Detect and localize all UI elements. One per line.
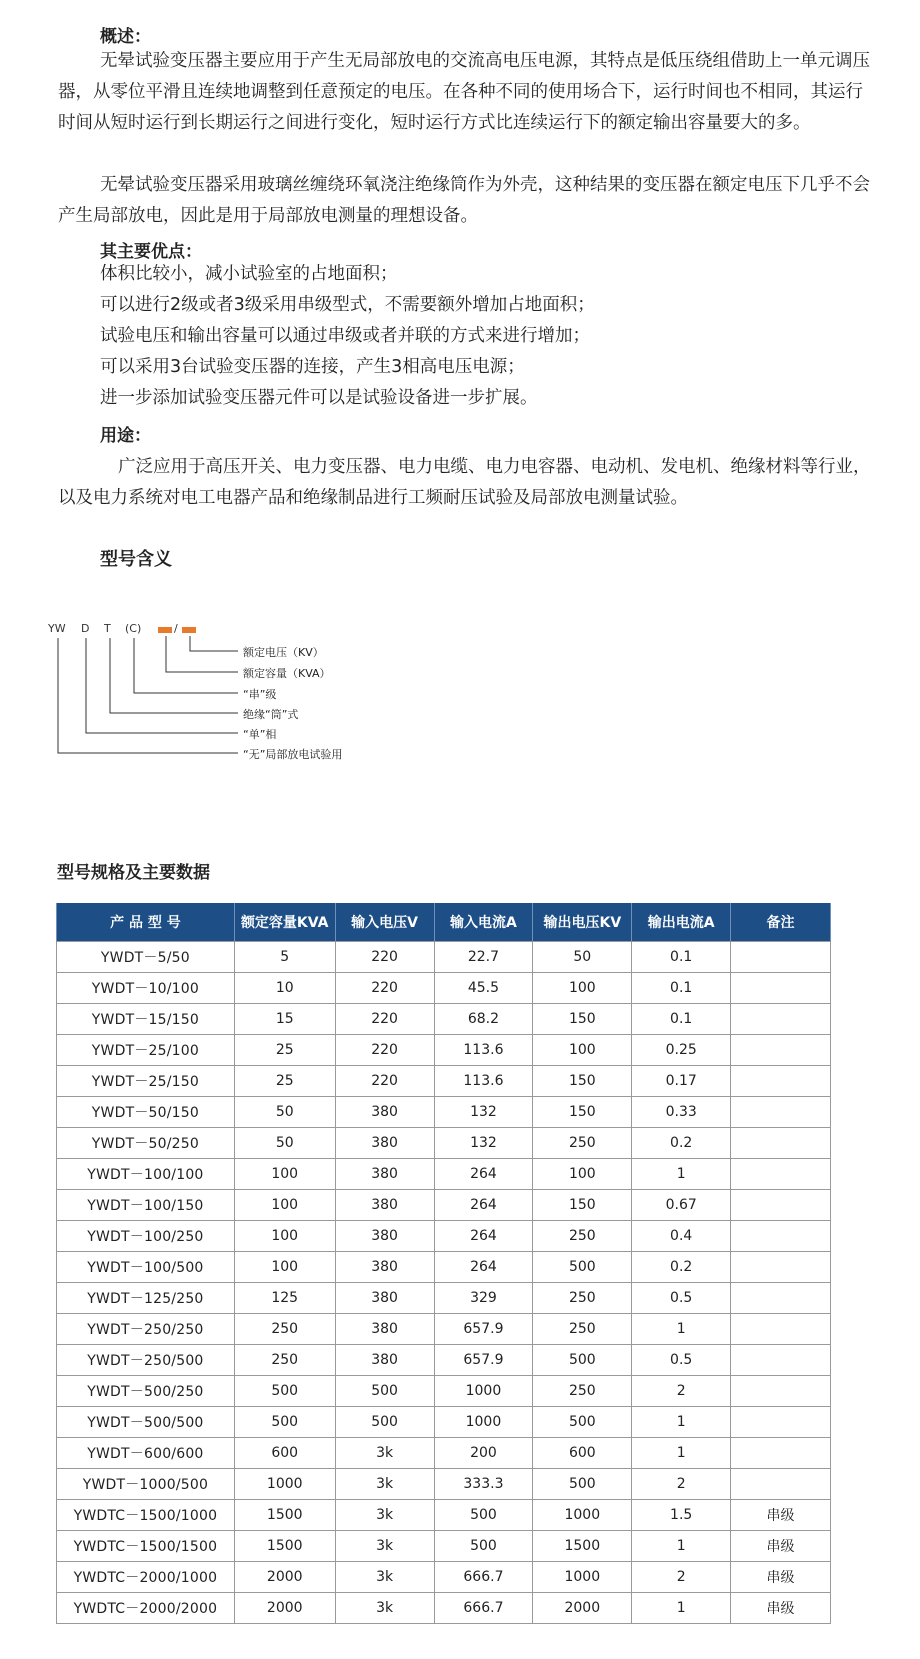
- cell-input-current: 22.7: [434, 942, 533, 973]
- cell-input-voltage: 220: [335, 973, 434, 1004]
- cell-capacity: 10: [234, 973, 335, 1004]
- cell-input-voltage: 220: [335, 1004, 434, 1035]
- cell-input-current: 264: [434, 1252, 533, 1283]
- cell-remarks: [731, 942, 831, 973]
- cell-output-current: 1: [632, 1407, 731, 1438]
- col-header-input-current: 输入电流A: [434, 903, 533, 942]
- cell-output-current: 0.4: [632, 1221, 731, 1252]
- cell-remarks: [731, 1438, 831, 1469]
- cell-capacity: 250: [234, 1314, 335, 1345]
- cell-remarks: 串级: [731, 1562, 831, 1593]
- cell-output-current: 0.5: [632, 1345, 731, 1376]
- cell-model: YWDT－1000/500: [57, 1469, 235, 1500]
- cell-output-current: 0.2: [632, 1128, 731, 1159]
- code-slash: /: [174, 622, 178, 635]
- cell-capacity: 1500: [234, 1500, 335, 1531]
- advantages-heading: 其主要优点：: [100, 242, 202, 262]
- cell-model: YWDT－100/500: [57, 1252, 235, 1283]
- cell-output-voltage: 500: [533, 1345, 632, 1376]
- cell-input-current: 113.6: [434, 1066, 533, 1097]
- cell-capacity: 2000: [234, 1562, 335, 1593]
- cell-input-current: 666.7: [434, 1593, 533, 1624]
- col-header-capacity: 额定容量KVA: [234, 903, 335, 942]
- advantage-item: 进一步添加试验变压器元件可以是试验设备进一步扩展。: [100, 388, 538, 408]
- label-rated-capacity: 额定容量（KVA）: [243, 667, 331, 680]
- cell-output-current: 0.1: [632, 1004, 731, 1035]
- table-row: [57, 1190, 831, 1221]
- overview-paragraph-1: [58, 46, 878, 139]
- table-row: [57, 1469, 831, 1500]
- code-t: T: [104, 622, 111, 635]
- cell-output-voltage: 1500: [533, 1531, 632, 1562]
- cell-model: YWDT－50/250: [57, 1128, 235, 1159]
- col-header-remarks: 备注: [731, 903, 831, 942]
- cell-output-voltage: 50: [533, 942, 632, 973]
- cell-capacity: 5: [234, 942, 335, 973]
- cell-input-voltage: 380: [335, 1190, 434, 1221]
- cell-output-voltage: 500: [533, 1407, 632, 1438]
- advantage-item: 试验电压和输出容量可以通过串级或者并联的方式来进行增加；: [100, 326, 590, 346]
- cell-capacity: 500: [234, 1376, 335, 1407]
- cell-output-voltage: 150: [533, 1066, 632, 1097]
- cell-model: YWDT－100/250: [57, 1221, 235, 1252]
- cell-input-voltage: 220: [335, 1066, 434, 1097]
- cell-input-voltage: 380: [335, 1314, 434, 1345]
- usage-paragraph: [58, 452, 878, 514]
- cell-capacity: 25: [234, 1035, 335, 1066]
- cell-model: YWDT－25/150: [57, 1066, 235, 1097]
- cell-output-voltage: 500: [533, 1469, 632, 1500]
- code-yw: YW: [48, 622, 66, 635]
- overview-paragraph-2: [58, 170, 878, 232]
- label-partial-discharge-free: “无”局部放电试验用: [243, 748, 343, 761]
- table-row: [57, 1562, 831, 1593]
- table-row: [57, 1593, 831, 1624]
- cell-input-voltage: 3k: [335, 1593, 434, 1624]
- cell-remarks: [731, 1190, 831, 1221]
- table-row: [57, 1035, 831, 1066]
- cell-capacity: 1000: [234, 1469, 335, 1500]
- table-row: [57, 1066, 831, 1097]
- table-row: [57, 942, 831, 973]
- cell-remarks: [731, 1283, 831, 1314]
- cell-input-voltage: 500: [335, 1407, 434, 1438]
- cell-remarks: [731, 1159, 831, 1190]
- cell-input-current: 500: [434, 1531, 533, 1562]
- label-insulation-tube: 绝缘“筒”式: [243, 708, 299, 721]
- cell-capacity: 125: [234, 1283, 335, 1314]
- cell-remarks: [731, 1345, 831, 1376]
- spec-table: [56, 903, 831, 1624]
- cell-model: YWDT－10/100: [57, 973, 235, 1004]
- cell-capacity: 250: [234, 1345, 335, 1376]
- usage-paragraph-text: 广泛应用于高压开关、电力变压器、电力电缆、电力电容器、电动机、发电机、绝缘材料等行业，以及电力系统对电工电器产品和绝缘制品进行工频耐压试验及局部放电测量试验。: [58, 457, 871, 508]
- cell-output-voltage: 100: [533, 973, 632, 1004]
- advantage-item: 可以进行2级或者3级采用串级型式，不需要额外增加占地面积；: [100, 295, 595, 315]
- cell-model: YWDT－100/150: [57, 1190, 235, 1221]
- cell-output-voltage: 1000: [533, 1562, 632, 1593]
- cell-input-current: 200: [434, 1438, 533, 1469]
- cell-output-current: 1: [632, 1159, 731, 1190]
- cell-input-voltage: 380: [335, 1159, 434, 1190]
- cell-remarks: [731, 1035, 831, 1066]
- cell-input-voltage: 3k: [335, 1562, 434, 1593]
- cell-model: YWDT－5/50: [57, 942, 235, 973]
- cell-model: YWDT－125/250: [57, 1283, 235, 1314]
- cell-input-current: 113.6: [434, 1035, 533, 1066]
- cell-remarks: [731, 1314, 831, 1345]
- cell-output-voltage: 600: [533, 1438, 632, 1469]
- cell-model: YWDTC－1500/1000: [57, 1500, 235, 1531]
- cell-capacity: 500: [234, 1407, 335, 1438]
- cell-output-voltage: 250: [533, 1283, 632, 1314]
- table-row: [57, 1283, 831, 1314]
- cell-remarks: [731, 973, 831, 1004]
- cell-output-voltage: 250: [533, 1221, 632, 1252]
- cell-model: YWDT－25/100: [57, 1035, 235, 1066]
- label-single-phase: “单”相: [243, 728, 277, 741]
- cell-capacity: 25: [234, 1066, 335, 1097]
- cell-capacity: 2000: [234, 1593, 335, 1624]
- table-row: [57, 1314, 831, 1345]
- advantage-item: 体积比较小，减小试验室的占地面积；: [100, 264, 398, 284]
- table-row: [57, 1531, 831, 1562]
- cell-capacity: 100: [234, 1221, 335, 1252]
- cell-output-current: 1: [632, 1438, 731, 1469]
- cell-input-current: 264: [434, 1221, 533, 1252]
- cell-model: YWDT－250/500: [57, 1345, 235, 1376]
- cell-model: YWDT－500/500: [57, 1407, 235, 1438]
- table-row: [57, 973, 831, 1004]
- cell-model: YWDT－250/250: [57, 1314, 235, 1345]
- cell-output-voltage: 2000: [533, 1593, 632, 1624]
- table-row: [57, 1252, 831, 1283]
- cell-model: YWDT－100/100: [57, 1159, 235, 1190]
- advantages-list: [100, 259, 595, 414]
- col-header-output-voltage: 输出电压KV: [533, 903, 632, 942]
- cell-input-voltage: 220: [335, 1035, 434, 1066]
- cell-output-current: 0.33: [632, 1097, 731, 1128]
- cell-input-voltage: 380: [335, 1252, 434, 1283]
- table-row: [57, 1221, 831, 1252]
- cell-output-current: 1: [632, 1531, 731, 1562]
- cell-output-current: 0.2: [632, 1252, 731, 1283]
- cell-remarks: [731, 1097, 831, 1128]
- cell-input-voltage: 3k: [335, 1531, 434, 1562]
- table-row: [57, 1438, 831, 1469]
- spec-table-body: [57, 942, 831, 1624]
- cell-input-voltage: 220: [335, 942, 434, 973]
- cell-input-current: 657.9: [434, 1314, 533, 1345]
- cell-remarks: 串级: [731, 1500, 831, 1531]
- cell-input-current: 333.3: [434, 1469, 533, 1500]
- cell-remarks: [731, 1066, 831, 1097]
- model-connector-lines: [0, 622, 460, 802]
- cell-input-current: 1000: [434, 1376, 533, 1407]
- cell-capacity: 1500: [234, 1531, 335, 1562]
- cell-remarks: [731, 1407, 831, 1438]
- cell-remarks: [731, 1469, 831, 1500]
- model-code-diagram: [0, 622, 460, 802]
- cell-input-current: 500: [434, 1500, 533, 1531]
- cell-capacity: 100: [234, 1159, 335, 1190]
- cell-capacity: 100: [234, 1252, 335, 1283]
- cell-input-current: 45.5: [434, 973, 533, 1004]
- cell-remarks: [731, 1252, 831, 1283]
- table-row: [57, 1097, 831, 1128]
- spec-table-title: 型号规格及主要数据: [57, 863, 210, 883]
- cell-input-current: 264: [434, 1159, 533, 1190]
- table-row: [57, 1345, 831, 1376]
- cell-remarks: 串级: [731, 1593, 831, 1624]
- label-rated-voltage: 额定电压（KV）: [243, 646, 324, 659]
- cell-remarks: [731, 1376, 831, 1407]
- table-row: [57, 1159, 831, 1190]
- cell-model: YWDTC－2000/2000: [57, 1593, 235, 1624]
- cell-model: YWDT－600/600: [57, 1438, 235, 1469]
- cell-output-current: 2: [632, 1376, 731, 1407]
- cell-output-voltage: 150: [533, 1190, 632, 1221]
- cell-output-voltage: 250: [533, 1314, 632, 1345]
- cell-input-current: 666.7: [434, 1562, 533, 1593]
- cell-capacity: 50: [234, 1128, 335, 1159]
- cell-input-voltage: 380: [335, 1097, 434, 1128]
- spec-table-header: [57, 903, 831, 942]
- cell-remarks: 串级: [731, 1531, 831, 1562]
- cell-capacity: 15: [234, 1004, 335, 1035]
- overview-paragraph-2-text: 无晕试验变压器采用玻璃丝缠绕环氧浇注绝缘筒作为外壳，这种结果的变压器在额定电压下几乎不会产生局部放电，因此是用于局部放电测量的理想设备。: [58, 175, 870, 226]
- table-row: [57, 1004, 831, 1035]
- cell-output-current: 0.5: [632, 1283, 731, 1314]
- label-cascade: “串”级: [243, 688, 277, 701]
- cell-capacity: 100: [234, 1190, 335, 1221]
- cell-capacity: 50: [234, 1097, 335, 1128]
- col-header-model: 产 品 型 号: [57, 903, 235, 942]
- col-header-output-current: 输出电流A: [632, 903, 731, 942]
- cell-remarks: [731, 1221, 831, 1252]
- cell-input-current: 657.9: [434, 1345, 533, 1376]
- cell-model: YWDTC－2000/1000: [57, 1562, 235, 1593]
- overview-heading: 概述：: [100, 27, 151, 47]
- cell-input-voltage: 3k: [335, 1438, 434, 1469]
- cell-output-current: 0.1: [632, 942, 731, 973]
- cell-input-current: 264: [434, 1190, 533, 1221]
- cell-remarks: [731, 1004, 831, 1035]
- cell-input-voltage: 380: [335, 1283, 434, 1314]
- advantage-item: 可以采用3台试验变压器的连接，产生3相高电压电源；: [100, 357, 525, 377]
- cell-output-voltage: 500: [533, 1252, 632, 1283]
- table-row: [57, 1376, 831, 1407]
- cell-model: YWDT－15/150: [57, 1004, 235, 1035]
- overview-paragraph-1-text: 无晕试验变压器主要应用于产生无局部放电的交流高电压电源，其特点是低压绕组借助上一单元调压器，从零位平滑且连续地调整到任意预定的电压。在各种不同的使用场合下，运行时间也不相同，其运行时间从短时运行到长期运行之间进行变化，短时运行方式比连续运行下的额定输出容量要大的多。: [58, 51, 870, 133]
- cell-output-voltage: 100: [533, 1035, 632, 1066]
- cell-model: YWDT－500/250: [57, 1376, 235, 1407]
- cell-output-current: 0.1: [632, 973, 731, 1004]
- cell-input-current: 132: [434, 1128, 533, 1159]
- cell-input-voltage: 380: [335, 1128, 434, 1159]
- cell-input-voltage: 3k: [335, 1500, 434, 1531]
- cell-input-current: 132: [434, 1097, 533, 1128]
- cell-output-voltage: 150: [533, 1097, 632, 1128]
- cell-output-voltage: 150: [533, 1004, 632, 1035]
- cell-output-voltage: 250: [533, 1128, 632, 1159]
- table-row: [57, 1128, 831, 1159]
- cell-output-current: 0.67: [632, 1190, 731, 1221]
- cell-output-voltage: 250: [533, 1376, 632, 1407]
- cell-input-current: 68.2: [434, 1004, 533, 1035]
- cell-output-current: 2: [632, 1469, 731, 1500]
- model-meaning-heading: 型号含义: [100, 549, 172, 570]
- cell-output-voltage: 1000: [533, 1500, 632, 1531]
- cell-output-current: 2: [632, 1562, 731, 1593]
- table-row: [57, 1500, 831, 1531]
- cell-output-current: 1: [632, 1593, 731, 1624]
- code-d: D: [81, 622, 90, 635]
- cell-model: YWDT－50/150: [57, 1097, 235, 1128]
- code-c: (C): [125, 622, 142, 635]
- cell-output-current: 0.17: [632, 1066, 731, 1097]
- cell-output-current: 1: [632, 1314, 731, 1345]
- cell-output-current: 0.25: [632, 1035, 731, 1066]
- cell-model: YWDTC－1500/1500: [57, 1531, 235, 1562]
- usage-heading: 用途：: [100, 426, 151, 446]
- cell-input-voltage: 380: [335, 1345, 434, 1376]
- col-header-input-voltage: 输入电压V: [335, 903, 434, 942]
- table-row: [57, 1407, 831, 1438]
- cell-output-voltage: 100: [533, 1159, 632, 1190]
- cell-input-voltage: 380: [335, 1221, 434, 1252]
- cell-capacity: 600: [234, 1438, 335, 1469]
- cell-input-voltage: 500: [335, 1376, 434, 1407]
- cell-input-current: 1000: [434, 1407, 533, 1438]
- cell-input-voltage: 3k: [335, 1469, 434, 1500]
- cell-output-current: 1.5: [632, 1500, 731, 1531]
- cell-remarks: [731, 1128, 831, 1159]
- cell-input-current: 329: [434, 1283, 533, 1314]
